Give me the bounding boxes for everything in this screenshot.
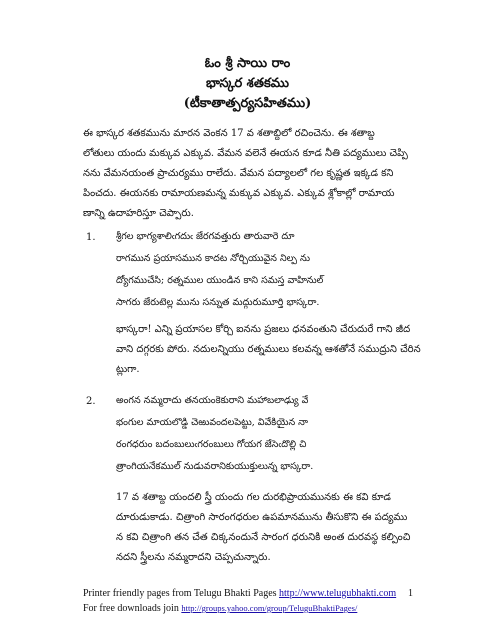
verse-line: రాగమున ప్రయాసమున కాదట నోర్చియువైన నిల్ప ను <box>116 253 311 264</box>
verse-meaning <box>116 488 416 568</box>
intro-line: ఈ భాస్కర శతకమును మారన వెంకన 17 వ శతాబ్దిలో రచించెను. ఈ శతాబ్ద <box>83 128 375 139</box>
footer-line-2 <box>83 603 418 614</box>
verse-number: 2. <box>86 396 96 407</box>
meaning-line: భాస్కరా! ఎన్ని ప్రయాసల కోర్చి ఐనను ప్రజలు ధనవంతుని చేరుదురే గాని జీద <box>116 324 411 335</box>
meaning-line: వాని దగ్గరకు పోరు. నదులన్నియు రత్నములు కలవన్న ఆశతోనే సముద్రుని చేరిన <box>116 344 421 355</box>
page-subtitle: (టీకాతాత్పర్యసహితము) <box>183 96 312 111</box>
verse-number: 1. <box>86 232 96 243</box>
meaning-line: 17 వ శతాబ్ద యందలి స్త్రీ యందు గల దురభిప్రాయమునకు ఈ కవి కూడ <box>116 492 391 503</box>
verse-line: శ్రీగల భాగ్యశాలిఁగదుఁ జేరగవత్తురు తారువారె దూ <box>116 231 295 242</box>
footer-text: Printer friendly pages from Telugu Bhakti Pages <box>83 588 280 599</box>
verse-line: సాగరు జేరుటెల్ల మును సన్నుత మద్గురుమూర్తి భాస్కరా. <box>116 297 320 308</box>
page-title-invocation: ఓం శ్రీ సాయి రాం <box>204 56 291 71</box>
verse-meaning <box>116 320 421 380</box>
verse-line: అంగన నమ్మరాదు తనయంకెకురాని మహాబలాఢ్యు వే <box>116 395 309 406</box>
verse-poem <box>116 390 416 478</box>
telugubhakti-link[interactable]: http://www.telugubhakti.com <box>279 588 397 599</box>
page-title: భాస్కర శతకము <box>206 76 289 91</box>
yahoo-group-link[interactable]: http://groups.yahoo.com/group/TeluguBhaktiPages/ <box>181 603 358 613</box>
intro-line: ణాన్ని ఉదాహరిస్తూ చెప్పారు. <box>83 208 194 219</box>
footer-line-1 <box>83 588 418 599</box>
verse-poem <box>116 226 416 314</box>
intro-line: నను వేమనయంత ప్రాచుర్యము రాలేదు. వేమన పద్యాలలో గల కృష్ణత ఇక్కడ కని <box>83 168 394 179</box>
intro-line: లోతులు యందు మక్కువ ఎక్కువ. వేమన వలెనే ఈయన కూడ నీతి పద్యములు చెప్పి <box>83 148 408 159</box>
intro-line: పించదు. ఈయనకు రామాయణమన్న మక్కువ ఎక్కువ. ఎక్కువ శ్లోకాల్లో రామాయ <box>83 188 395 199</box>
meaning-line: ట్లుగా. <box>116 364 140 375</box>
meaning-line: దూరుడుకాడు. చిత్రాంగి సారంగధరుల ఉపమానమును తీసుకొని ఈ పద్యము <box>116 512 408 523</box>
verse-line: త్రాంగియనేకముల్ నుడువరానికుయుక్తులున్న భాస్కరా. <box>116 461 314 472</box>
meaning-line: నదని స్త్రీలను నమ్మరాదని చెప్పచున్నారు. <box>116 552 271 563</box>
footer-text: For free downloads join <box>83 603 182 614</box>
meaning-line: న కవి చిత్రాంగి తన చేత చిక్కనందునే సారంగ ధరునికి అంత దురవస్థ కల్పించి <box>116 532 411 543</box>
page-number: 1 <box>408 588 413 599</box>
verse-line: ద్యోగముచేసి; రత్నముల యుండిన కాని సమస్త వాహినుల్ <box>116 275 324 286</box>
verse-line: భంగుల మాయలొడ్డి చెఱువందలపెట్టు, వివేకియైన నా <box>116 417 309 428</box>
intro-paragraph <box>83 124 413 224</box>
verse-line: రంగధరుం బదంబులుఁగరంబులు గోయగ జేసెఁదొల్లి చి <box>116 439 307 450</box>
